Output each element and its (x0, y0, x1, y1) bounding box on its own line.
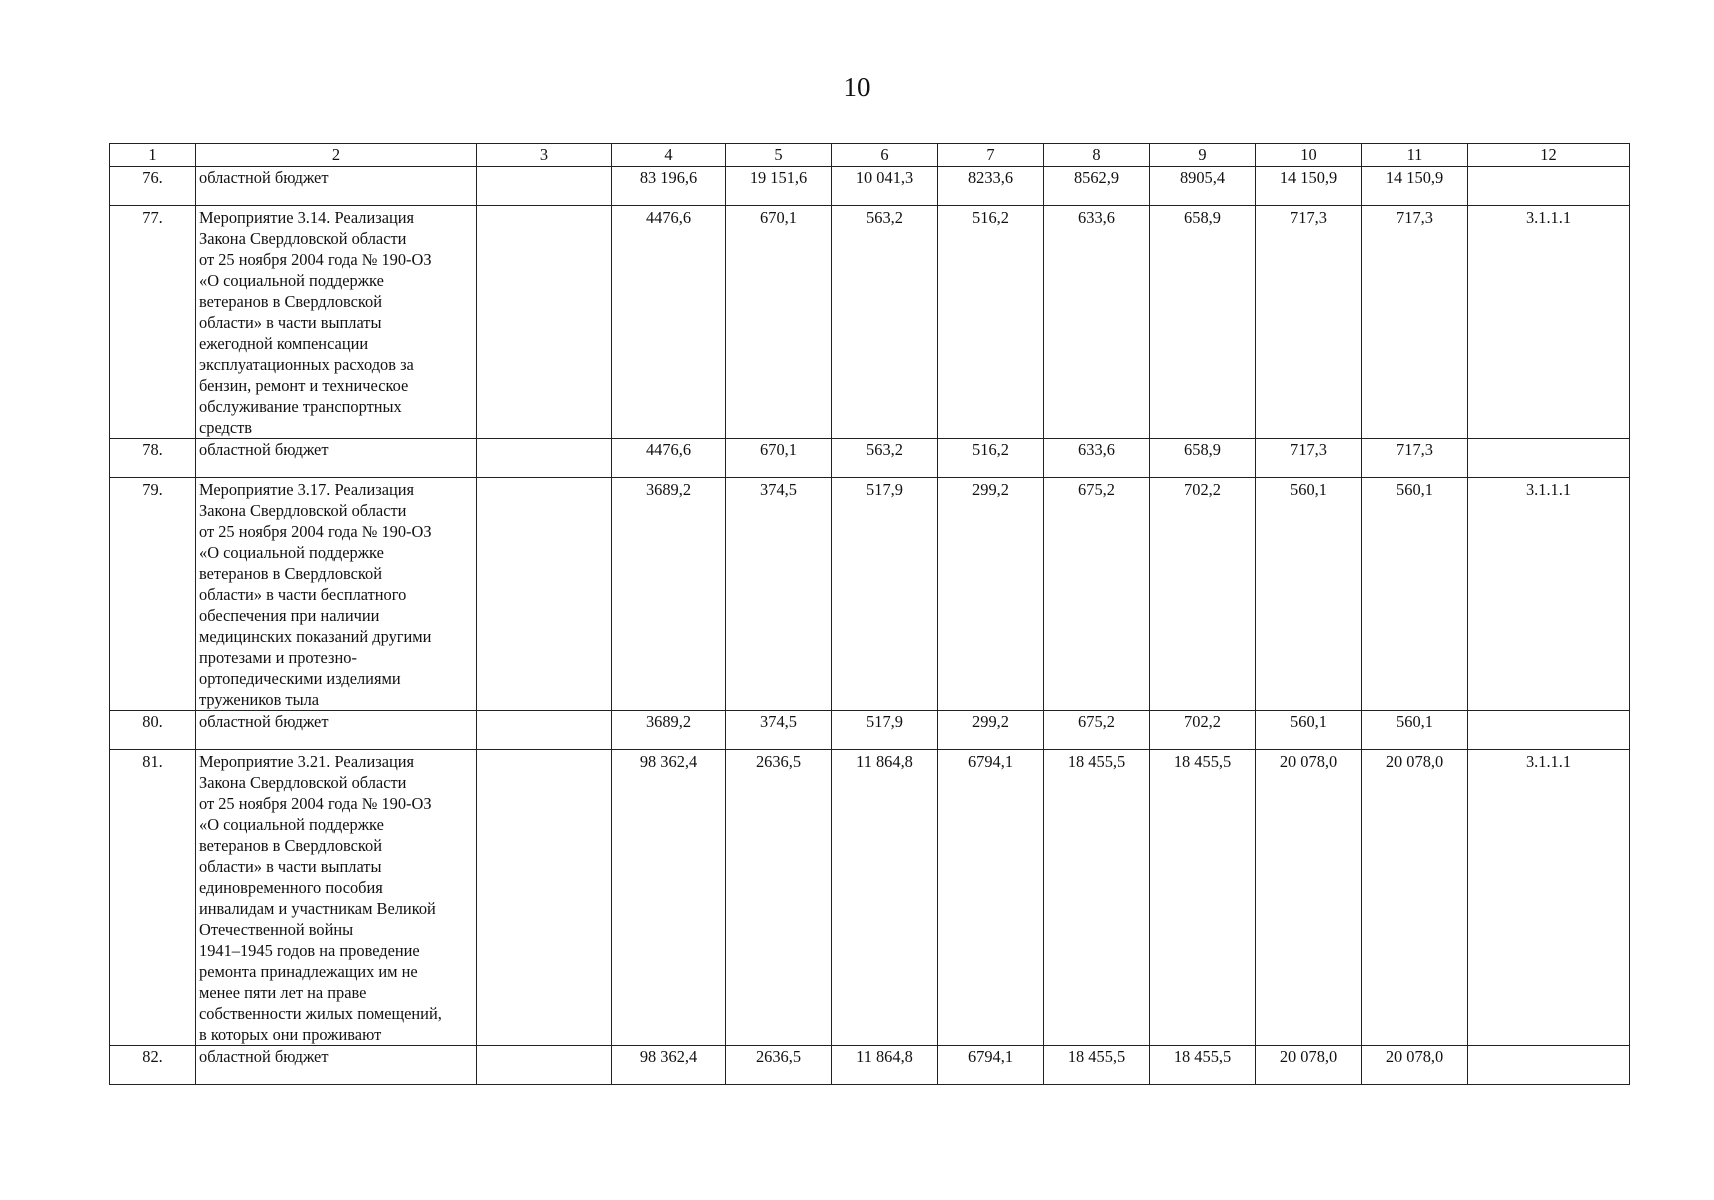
name-line: эксплуатационных расходов за (199, 355, 414, 374)
value-cell-col5: 670,1 (726, 439, 832, 478)
value-cell-col5: 374,5 (726, 711, 832, 750)
name-line: от 25 ноября 2004 года № 190-ОЗ (199, 250, 432, 269)
row-number: 77. (110, 206, 196, 439)
value-cell-col9: 18 455,5 (1150, 750, 1256, 1046)
row-number: 81. (110, 750, 196, 1046)
row-number: 79. (110, 478, 196, 711)
column-header-3: 3 (477, 144, 612, 167)
name-line: ортопедическими изделиями (199, 669, 401, 688)
row-name: областной бюджет (196, 711, 477, 750)
name-line: Отечественной войны (199, 920, 354, 939)
value-cell-col11: 560,1 (1362, 478, 1468, 711)
header-row (110, 144, 1630, 167)
row-number: 78. (110, 439, 196, 478)
target-indicator: 3.1.1.1 (1468, 206, 1630, 439)
row-name (196, 750, 477, 1046)
value-cell-col4: 98 362,4 (612, 1046, 726, 1085)
value-cell-col10: 20 078,0 (1256, 1046, 1362, 1085)
value-cell-col6: 563,2 (832, 439, 938, 478)
value-cell-col8: 633,6 (1044, 206, 1150, 439)
column-header-11: 11 (1362, 144, 1468, 167)
column-header-5: 5 (726, 144, 832, 167)
name-line: обеспечения при наличии (199, 606, 380, 625)
value-cell-col9: 18 455,5 (1150, 1046, 1256, 1085)
name-line: 1941–1945 годов на проведение (199, 941, 420, 960)
value-cell-col6: 563,2 (832, 206, 938, 439)
column-header-12: 12 (1468, 144, 1630, 167)
value-cell-col9: 8905,4 (1150, 167, 1256, 206)
row-col3 (477, 750, 612, 1046)
name-line: инвалидам и участникам Великой (199, 899, 436, 918)
name-line: ветеранов в Свердловской (199, 292, 383, 311)
name-line: от 25 ноября 2004 года № 190-ОЗ (199, 522, 432, 541)
row-col3 (477, 711, 612, 750)
value-cell-col7: 299,2 (938, 478, 1044, 711)
value-cell-col4: 4476,6 (612, 439, 726, 478)
value-cell-col8: 675,2 (1044, 711, 1150, 750)
value-cell-col4: 83 196,6 (612, 167, 726, 206)
column-header-7: 7 (938, 144, 1044, 167)
budget-row (110, 711, 1630, 750)
activity-row (110, 206, 1630, 439)
column-header-8: 8 (1044, 144, 1150, 167)
row-col3 (477, 167, 612, 206)
value-cell-col5: 670,1 (726, 206, 832, 439)
value-cell-col7: 6794,1 (938, 1046, 1044, 1085)
target-indicator (1468, 711, 1630, 750)
name-line: ветеранов в Свердловской (199, 836, 383, 855)
value-cell-col11: 20 078,0 (1362, 1046, 1468, 1085)
value-cell-col10: 14 150,9 (1256, 167, 1362, 206)
value-cell-col6: 517,9 (832, 478, 938, 711)
column-header-6: 6 (832, 144, 938, 167)
value-cell-col8: 675,2 (1044, 478, 1150, 711)
value-cell-col10: 717,3 (1256, 206, 1362, 439)
value-cell-col8: 633,6 (1044, 439, 1150, 478)
name-line: Закона Свердловской области (199, 229, 407, 248)
value-cell-col9: 658,9 (1150, 206, 1256, 439)
value-cell-col10: 717,3 (1256, 439, 1362, 478)
row-name: областной бюджет (196, 167, 477, 206)
value-cell-col9: 702,2 (1150, 711, 1256, 750)
name-line: области» в части выплаты (199, 857, 382, 876)
row-name (196, 478, 477, 711)
column-header-2: 2 (196, 144, 477, 167)
value-cell-col10: 20 078,0 (1256, 750, 1362, 1046)
value-cell-col11: 560,1 (1362, 711, 1468, 750)
column-header-4: 4 (612, 144, 726, 167)
row-col3 (477, 1046, 612, 1085)
value-cell-col9: 702,2 (1150, 478, 1256, 711)
target-indicator (1468, 439, 1630, 478)
activity-row (110, 750, 1630, 1046)
value-cell-col11: 717,3 (1362, 439, 1468, 478)
value-cell-col8: 18 455,5 (1044, 750, 1150, 1046)
name-line: Мероприятие 3.17. Реализация (199, 480, 415, 499)
budget-row (110, 439, 1630, 478)
activity-row (110, 478, 1630, 711)
value-cell-col5: 374,5 (726, 478, 832, 711)
name-line: тружеников тыла (199, 690, 320, 709)
value-cell-col11: 14 150,9 (1362, 167, 1468, 206)
name-line: протезами и протезно- (199, 648, 357, 667)
target-indicator: 3.1.1.1 (1468, 750, 1630, 1046)
value-cell-col4: 3689,2 (612, 711, 726, 750)
row-name (196, 206, 477, 439)
name-line: Закона Свердловской области (199, 773, 407, 792)
value-cell-col5: 2636,5 (726, 1046, 832, 1085)
name-line: ежегодной компенсации (199, 334, 369, 353)
row-col3 (477, 206, 612, 439)
name-line: Мероприятие 3.21. Реализация (199, 752, 415, 771)
name-line: бензин, ремонт и техническое (199, 376, 409, 395)
value-cell-col8: 18 455,5 (1044, 1046, 1150, 1085)
value-cell-col7: 516,2 (938, 439, 1044, 478)
value-cell-col7: 299,2 (938, 711, 1044, 750)
name-line: Закона Свердловской области (199, 501, 407, 520)
name-line: ветеранов в Свердловской (199, 564, 383, 583)
name-line: от 25 ноября 2004 года № 190-ОЗ (199, 794, 432, 813)
budget-row (110, 167, 1630, 206)
value-cell-col7: 8233,6 (938, 167, 1044, 206)
row-col3 (477, 478, 612, 711)
target-indicator (1468, 1046, 1630, 1085)
column-header-9: 9 (1150, 144, 1256, 167)
name-line: собственности жилых помещений, (199, 1004, 442, 1023)
name-line: медицинских показаний другими (199, 627, 432, 646)
value-cell-col6: 11 864,8 (832, 750, 938, 1046)
value-cell-col5: 19 151,6 (726, 167, 832, 206)
value-cell-col11: 717,3 (1362, 206, 1468, 439)
name-line: «О социальной поддержке (199, 815, 384, 834)
row-name: областной бюджет (196, 439, 477, 478)
value-cell-col7: 6794,1 (938, 750, 1044, 1046)
column-header-10: 10 (1256, 144, 1362, 167)
target-indicator (1468, 167, 1630, 206)
name-line: ремонта принадлежащих им не (199, 962, 418, 981)
value-cell-col6: 517,9 (832, 711, 938, 750)
column-header-1: 1 (110, 144, 196, 167)
name-line: «О социальной поддержке (199, 543, 384, 562)
value-cell-col4: 98 362,4 (612, 750, 726, 1046)
value-cell-col5: 2636,5 (726, 750, 832, 1046)
name-line: Мероприятие 3.14. Реализация (199, 208, 415, 227)
value-cell-col4: 3689,2 (612, 478, 726, 711)
name-line: в которых они проживают (199, 1025, 382, 1044)
name-line: менее пяти лет на праве (199, 983, 367, 1002)
page-number: 10 (843, 72, 871, 102)
row-number: 80. (110, 711, 196, 750)
value-cell-col4: 4476,6 (612, 206, 726, 439)
name-line: средств (199, 418, 253, 437)
budget-row (110, 1046, 1630, 1085)
value-cell-col7: 516,2 (938, 206, 1044, 439)
table-body (110, 167, 1630, 1085)
row-number: 76. (110, 167, 196, 206)
value-cell-col9: 658,9 (1150, 439, 1256, 478)
name-line: области» в части бесплатного (199, 585, 407, 604)
budget-table (109, 143, 1630, 1085)
name-line: «О социальной поддержке (199, 271, 384, 290)
name-line: области» в части выплаты (199, 313, 382, 332)
value-cell-col10: 560,1 (1256, 478, 1362, 711)
value-cell-col6: 11 864,8 (832, 1046, 938, 1085)
row-number: 82. (110, 1046, 196, 1085)
value-cell-col10: 560,1 (1256, 711, 1362, 750)
name-line: единовременного пособия (199, 878, 383, 897)
value-cell-col11: 20 078,0 (1362, 750, 1468, 1046)
name-line: обслуживание транспортных (199, 397, 402, 416)
value-cell-col6: 10 041,3 (832, 167, 938, 206)
target-indicator: 3.1.1.1 (1468, 478, 1630, 711)
value-cell-col8: 8562,9 (1044, 167, 1150, 206)
row-name: областной бюджет (196, 1046, 477, 1085)
row-col3 (477, 439, 612, 478)
